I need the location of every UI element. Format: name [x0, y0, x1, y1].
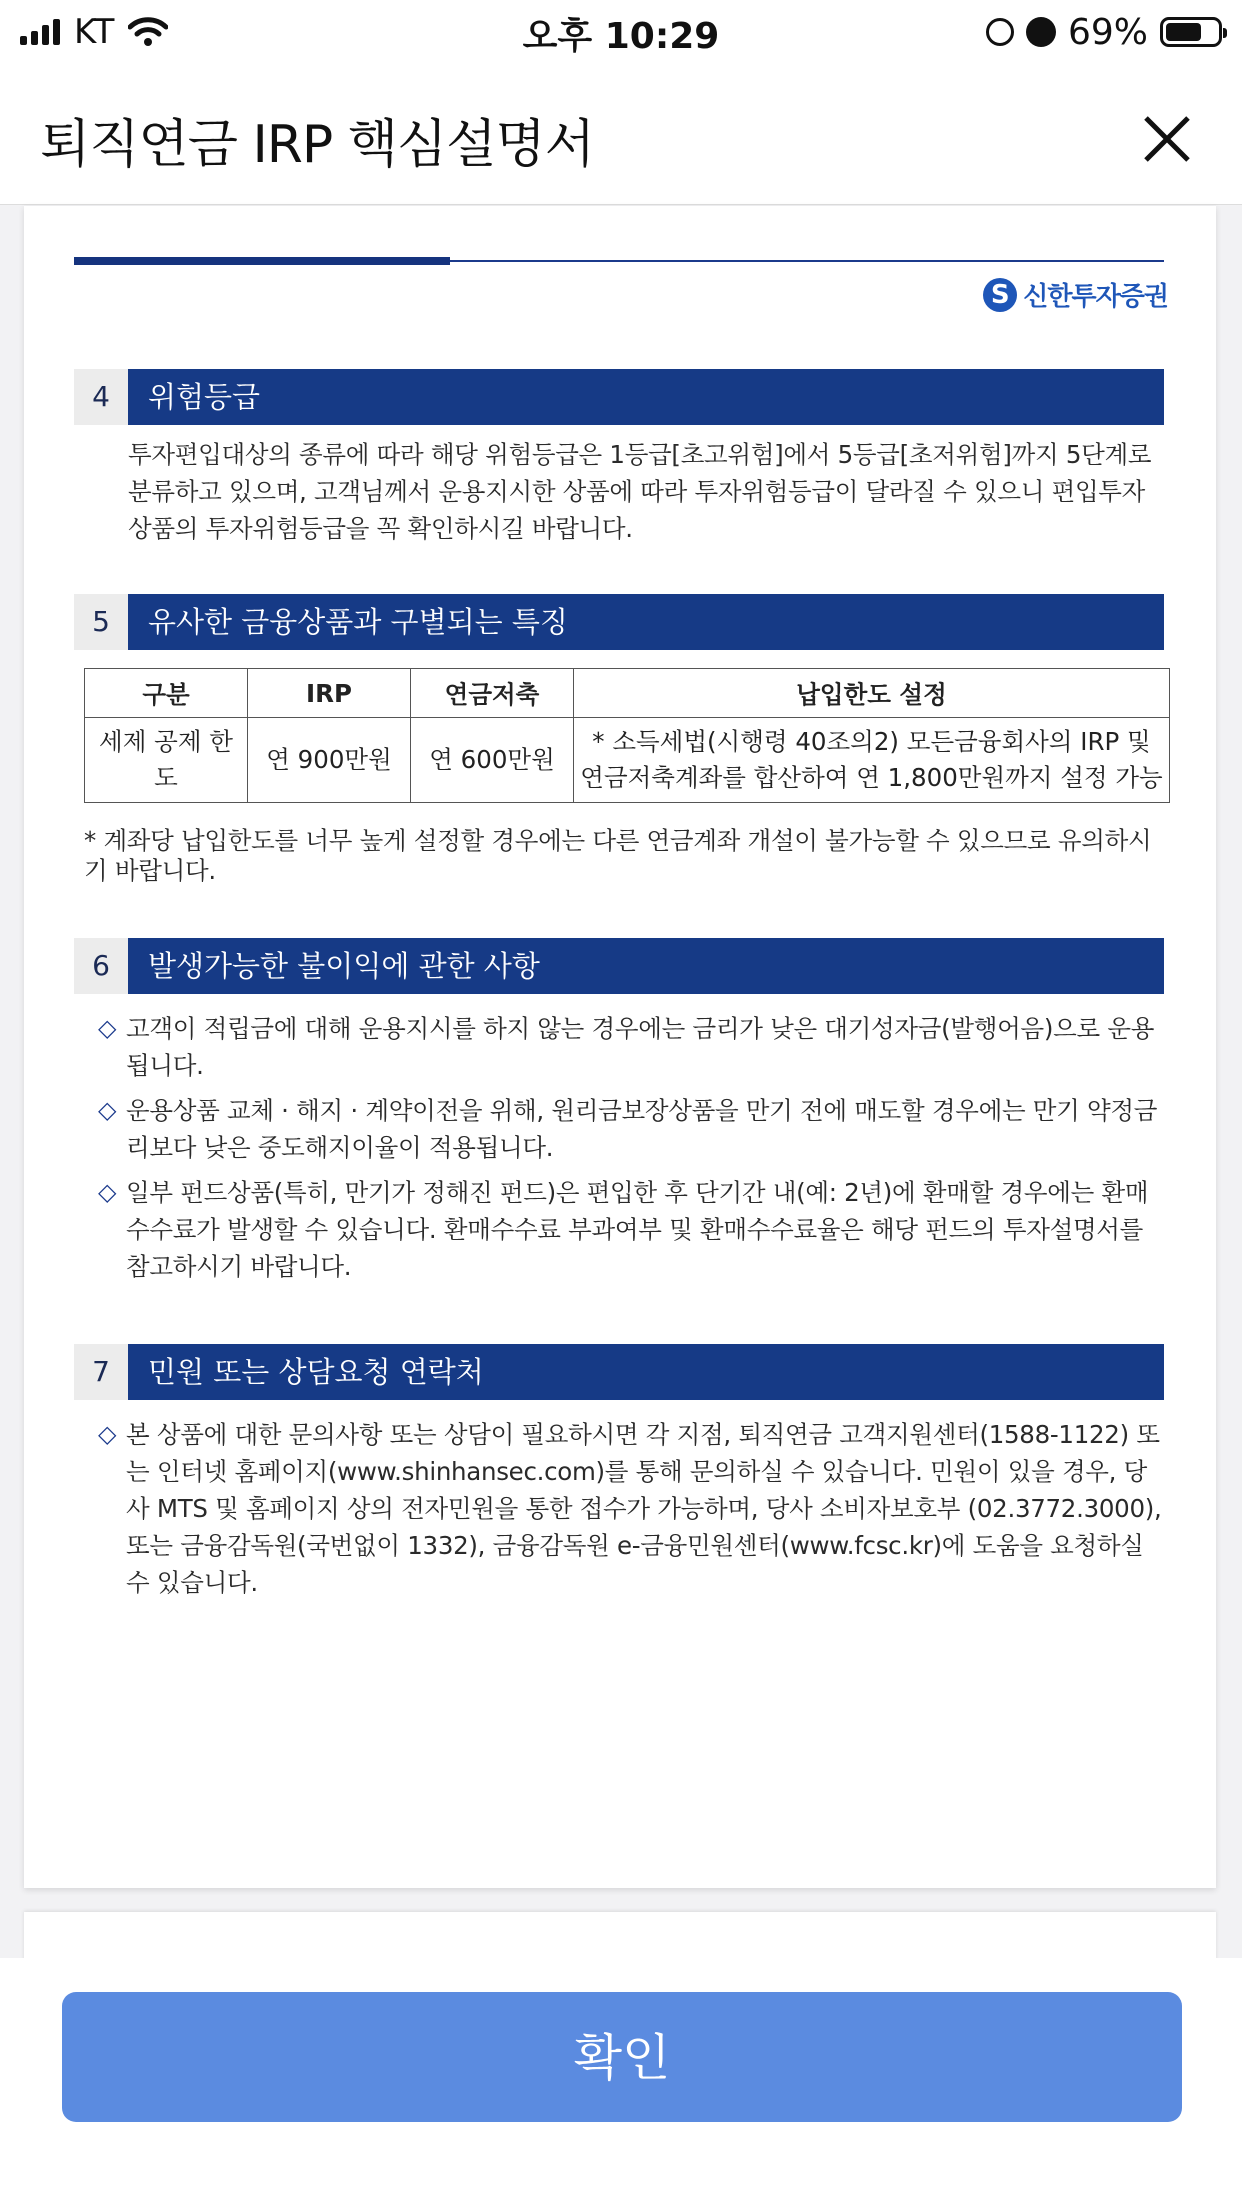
table-cell: * 소득세법(시행령 40조의2) 모든금융회사의 IRP 및 연금저축계좌를 합산하여 연 1,800만원까지 설정 가능: [574, 718, 1170, 803]
logo-text: 신한투자증권: [1023, 282, 1168, 312]
section-title: 발생가능한 불이익에 관한 사항: [128, 938, 1164, 994]
list-item-text: 본 상품에 대한 문의사항 또는 상담이 필요하시면 각 지점, 퇴직연금 고객지원센터(1588-1122) 또는 인터넷 홈페이지(www.shinhansec.com)를 통해 문의하실 수 있습니다. 민원이 있을 경우, 당사 MTS 및 홈페이지 상의 전자민원을 통한 접수가 가능하며, 당사 소비자보호부 (02.3772.3000), 또는 금융감독원(국번없이 1332), 금융감독원 e-금융민원센터(www.fcsc.kr)에 도움을 요청하실 수 있습니다.: [126, 1420, 1162, 1597]
section-7-heading: [74, 1344, 1164, 1400]
status-bar: [0, 0, 1242, 64]
brand-logo: [983, 276, 1168, 313]
list-item: [98, 1174, 1168, 1285]
section-4-heading: [74, 369, 1164, 425]
list-item: [98, 1092, 1168, 1166]
header: [0, 64, 1242, 205]
section-number: 7: [74, 1344, 128, 1400]
table-header: 연금저축: [411, 669, 574, 718]
section-title: 유사한 금융상품과 구별되는 특징: [128, 594, 1164, 650]
alarm-icon: [1026, 17, 1056, 47]
confirm-button[interactable]: 확인: [62, 1992, 1182, 2122]
carrier-name: KT: [74, 12, 115, 52]
diamond-bullet-icon: ◇: [98, 1014, 117, 1042]
battery-icon: [1160, 17, 1222, 47]
status-right: [986, 10, 1222, 54]
section-number: 4: [74, 369, 128, 425]
section-5-heading: [74, 594, 1164, 650]
section-5-note: * 계좌당 납입한도를 너무 높게 설정할 경우에는 다른 연금계좌 개설이 불가능할 수 있으므로 유의하시기 바랍니다.: [84, 826, 1152, 885]
section-number: 6: [74, 938, 128, 994]
diamond-bullet-icon: ◇: [98, 1096, 117, 1124]
table-cell: 연 600만원: [411, 718, 574, 803]
status-time: 오후 10:29: [522, 16, 720, 57]
battery-percent: 69%: [1067, 11, 1148, 53]
diamond-bullet-icon: ◇: [98, 1420, 117, 1448]
list-item: [98, 1416, 1168, 1601]
section-number: 5: [74, 594, 128, 650]
comparison-table: [84, 668, 1170, 803]
list-item-text: 운용상품 교체 · 해지 · 계약이전을 위해, 원리금보장상품을 만기 전에 매도할 경우에는 만기 약정금리보다 낮은 중도해지이율이 적용됩니다.: [126, 1096, 1158, 1162]
table-header: 납입한도 설정: [574, 669, 1170, 718]
close-icon[interactable]: [1132, 104, 1202, 174]
list-item-text: 일부 펀드상품(특히, 만기가 정해진 펀드)은 편입한 후 단기간 내(예: 2년)에 환매할 경우에는 환매수수료가 발생할 수 있습니다. 환매수수료 부과여부 및 환매수수료율은 해당 펀드의 투자설명서를 참고하시기 바랍니다.: [126, 1178, 1149, 1281]
list-item: [98, 1010, 1168, 1084]
table-header: IRP: [248, 669, 411, 718]
battery-fill: [1166, 23, 1201, 41]
diamond-bullet-icon: ◇: [98, 1178, 117, 1206]
section-title: 위험등급: [128, 369, 1164, 425]
section-4-text: 투자편입대상의 종류에 따라 해당 위험등급은 1등급[초고위험]에서 5등급[초저위험]까지 5단계로 분류하고 있으며, 고객님께서 운용지시한 상품에 따라 투자위험등급이 달라질 수 있으니 편입투자상품의 투자위험등급을 꼭 확인하시길 바랍니다.: [128, 440, 1152, 543]
header-rule-accent: [74, 257, 450, 265]
list-item-text: 고객이 적립금에 대해 운용지시를 하지 않는 경우에는 금리가 낮은 대기성자금(발행어음)으로 운용됩니다.: [126, 1014, 1155, 1080]
table-header: 구분: [85, 669, 248, 718]
orientation-lock-icon: [986, 18, 1014, 46]
page-title: 퇴직연금 IRP 핵심설명서: [40, 115, 594, 175]
table-cell: 연 900만원: [248, 718, 411, 803]
section-6-heading: [74, 938, 1164, 994]
table-cell: 세제 공제 한도: [85, 718, 248, 803]
document-page[interactable]: [24, 206, 1216, 1888]
footer: [0, 1958, 1242, 2208]
logo-icon: S: [983, 278, 1017, 312]
section-title: 민원 또는 상담요청 연락처: [128, 1344, 1164, 1400]
